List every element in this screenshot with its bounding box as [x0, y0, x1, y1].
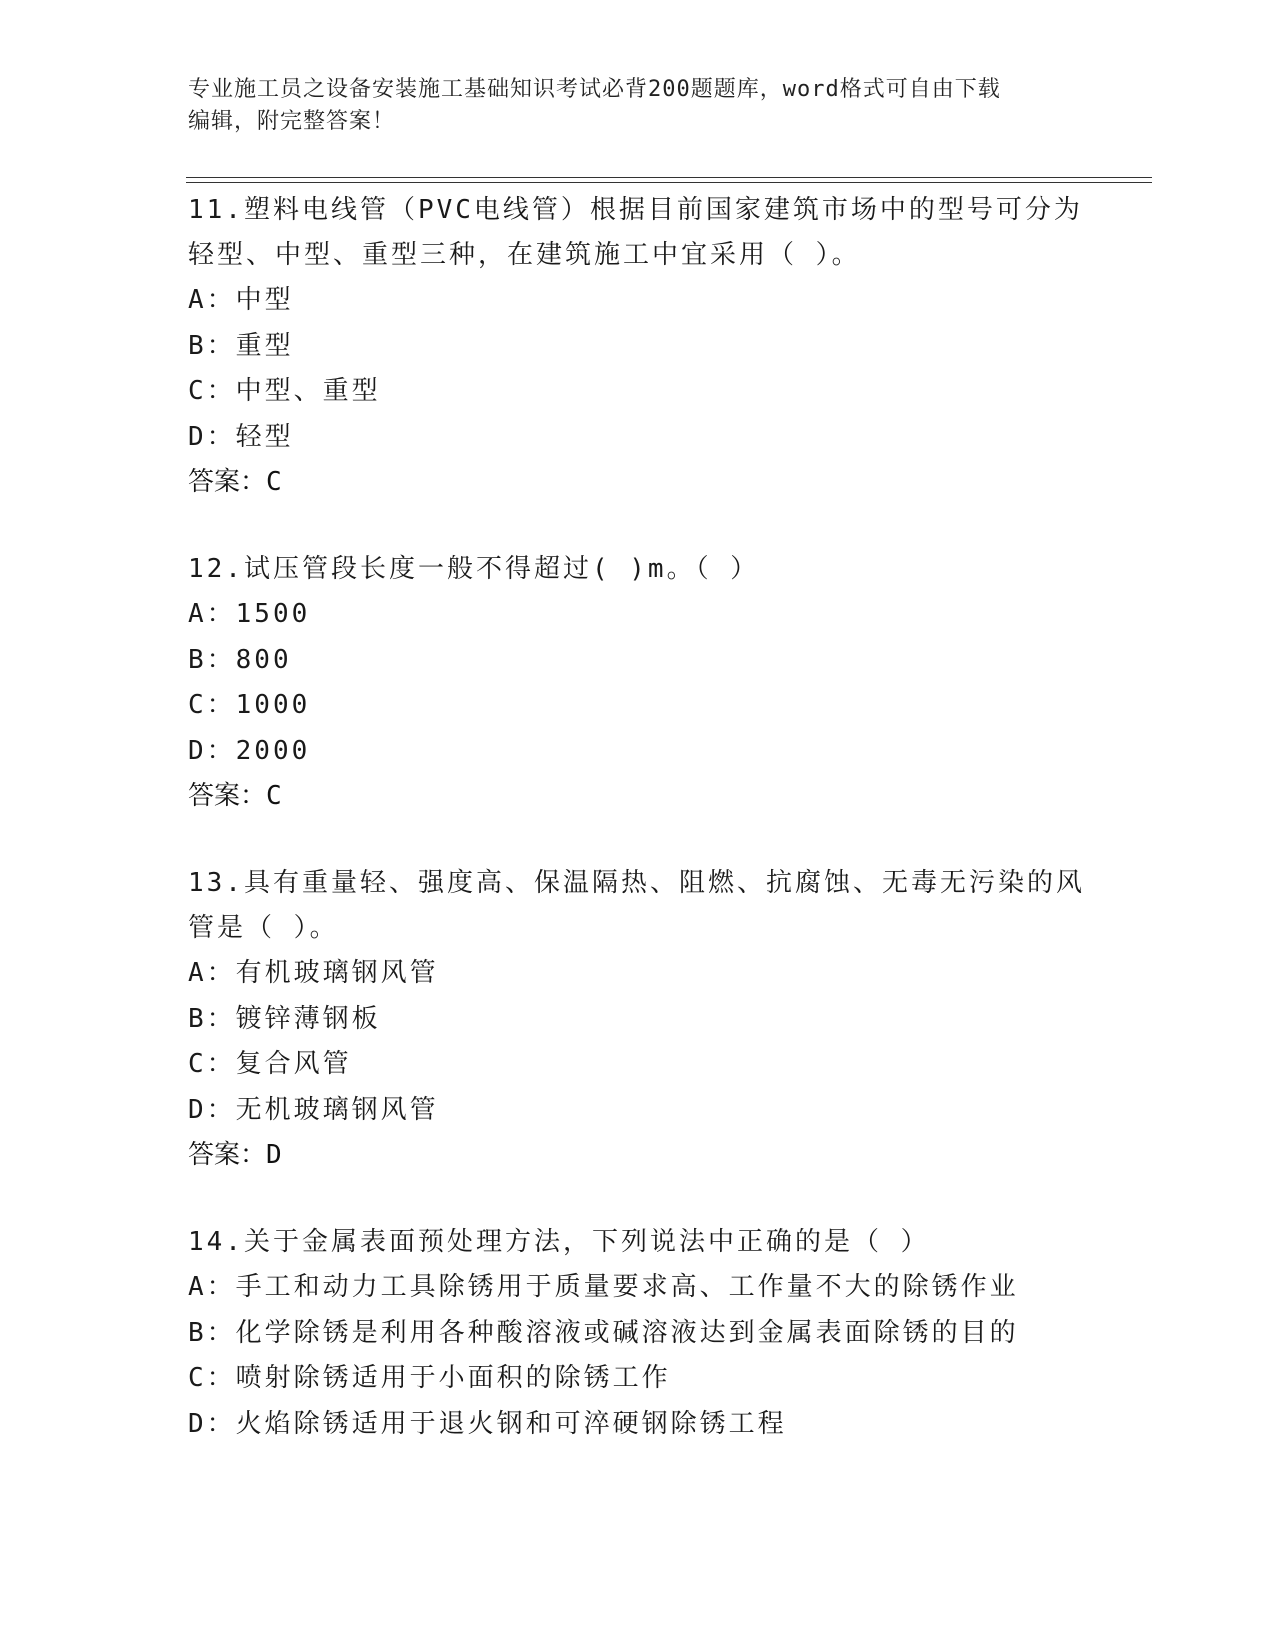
answer-line [188, 1133, 1088, 1178]
question-stem-line-1: 13.具有重量轻、强度高、保温隔热、阻燃、抗腐蚀、无毒无污染的风 [188, 868, 1085, 898]
answer-line [188, 460, 1088, 505]
question-stem-line-2: 轻型、中型、重型三种，在建筑施工中宜采用（ ）。 [188, 240, 861, 270]
option-text: 800 [235, 644, 292, 675]
option-text: 2000 [235, 735, 311, 766]
option-letter: B： [188, 1003, 236, 1034]
option-d [188, 415, 1088, 461]
option-text: 喷射除锈适用于小面积的除锈工作 [235, 1363, 671, 1393]
option-b [188, 1311, 1088, 1357]
option-b [188, 997, 1088, 1043]
question-list [188, 188, 1088, 1489]
option-c [188, 1042, 1088, 1088]
option-d [188, 1088, 1088, 1134]
option-c [188, 369, 1088, 415]
option-b [188, 638, 1088, 684]
option-letter: C： [188, 690, 236, 720]
option-letter: D： [188, 735, 236, 766]
option-text: 重型 [235, 330, 294, 361]
question-stem-line-2: 管是（ ）。 [188, 913, 339, 943]
option-b [188, 324, 1088, 370]
document-header [188, 74, 1068, 138]
option-c [188, 683, 1088, 729]
option-letter: A： [188, 285, 236, 315]
answer-value: C [266, 467, 282, 497]
option-d [188, 1402, 1088, 1448]
option-letter: A： [188, 1272, 236, 1302]
option-text: 中型 [235, 285, 294, 315]
option-a [188, 1265, 1088, 1311]
option-c [188, 1356, 1088, 1402]
option-text: 手工和动力工具除锈用于质量要求高、工作量不大的除锈作业 [235, 1272, 1019, 1302]
option-text: 复合风管 [235, 1049, 352, 1079]
option-text: 化学除锈是利用各种酸溶液或碱溶液达到金属表面除锈的目的 [235, 1317, 1019, 1348]
header-line-1: 专业施工员之设备安装施工基础知识考试必背200题题库，word格式可自由下载 [188, 77, 1001, 102]
option-text: 火焰除锈适用于退火钢和可淬硬钢除锈工程 [235, 1408, 787, 1439]
answer-value: D [266, 1140, 282, 1170]
answer-value: C [266, 781, 282, 811]
option-letter: C： [188, 1363, 236, 1393]
option-text: 有机玻璃钢风管 [235, 958, 439, 988]
option-text: 轻型 [235, 421, 294, 452]
question-stem-line-1: 14.关于金属表面预处理方法，下列说法中正确的是（ ） [188, 1227, 930, 1257]
option-letter: D： [188, 421, 236, 452]
option-letter: B： [188, 330, 236, 361]
question-stem-line-1: 11.塑料电线管（PVC电线管）根据目前国家建筑市场中的型号可分为 [188, 195, 1083, 225]
answer-label: 答案： [188, 1140, 267, 1170]
option-letter: D： [188, 1094, 236, 1125]
answer-label: 答案： [188, 781, 267, 811]
option-text: 镀锌薄钢板 [235, 1003, 381, 1034]
question-11 [188, 188, 1088, 505]
option-letter: D： [188, 1408, 236, 1439]
answer-label: 答案： [188, 467, 267, 497]
header-rule-bottom [186, 182, 1152, 183]
option-letter: A： [188, 958, 236, 988]
option-text: 1500 [235, 599, 311, 629]
option-text: 无机玻璃钢风管 [235, 1094, 439, 1125]
header-rule-top [186, 177, 1152, 178]
option-a [188, 592, 1088, 638]
question-14 [188, 1220, 1088, 1447]
option-text: 1000 [235, 690, 311, 720]
option-a [188, 278, 1088, 324]
option-letter: C： [188, 1049, 236, 1079]
question-13 [188, 861, 1088, 1178]
question-12 [188, 547, 1088, 819]
option-letter: B： [188, 1317, 236, 1348]
option-d [188, 729, 1088, 775]
option-letter: C： [188, 376, 236, 406]
option-a [188, 951, 1088, 997]
option-letter: B： [188, 644, 236, 675]
option-text: 中型、重型 [235, 376, 381, 406]
answer-line [188, 774, 1088, 819]
header-line-2: 编辑，附完整答案！ [188, 109, 396, 134]
question-stem-line-1: 12.试压管段长度一般不得超过( )m。（ ） [188, 554, 760, 584]
option-letter: A： [188, 599, 236, 629]
